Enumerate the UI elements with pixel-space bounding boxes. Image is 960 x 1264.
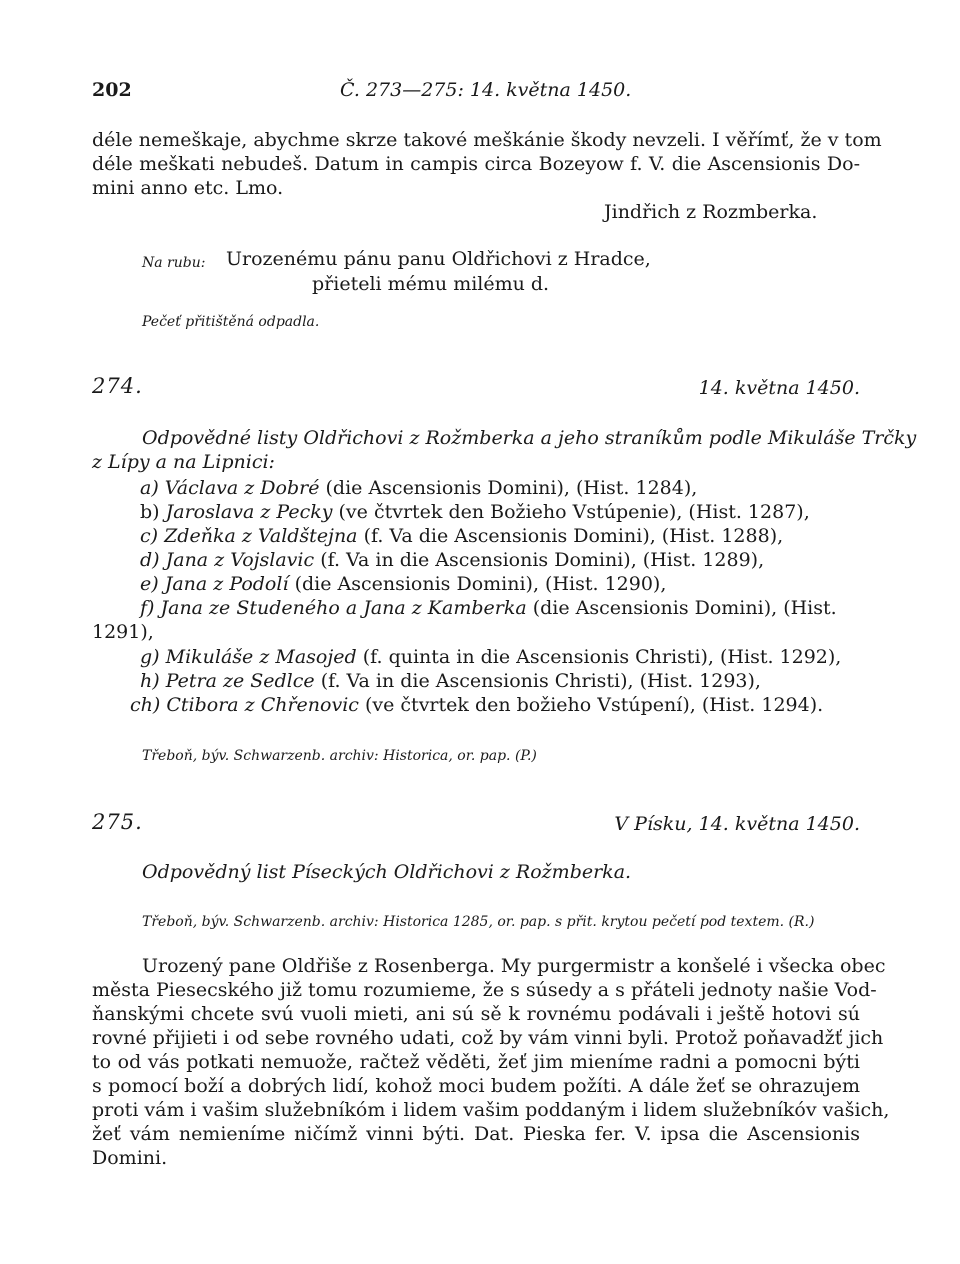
doc273-text-line: déle meškati nebudeš. Datum in campis circa Bozeyow f. V. die Ascensionis Do- bbox=[92, 153, 860, 175]
doc274-number: 274. bbox=[92, 374, 143, 398]
doc275-place-date: V Písku, 14. května 1450. bbox=[614, 813, 860, 835]
body-line: to od vás potkati nemuože, račtež věděti, žeť jim mieníme radni a pomocni býti bbox=[92, 1051, 860, 1073]
doc274-source: Třeboň, býv. Schwarzenb. archiv: Historica, or. pap. (P.) bbox=[142, 748, 537, 764]
body-line: rovné přijieti i od sebe rovného udati, což by vám vinni byli. Protož poňavadžť jich bbox=[92, 1027, 884, 1049]
list-item: b) Jaroslava z Pecky (ve čtvrtek den Božieho Vstúpenie), (Hist. 1287), bbox=[140, 501, 810, 523]
doc274-date: 14. května 1450. bbox=[698, 377, 860, 399]
list-item: a) Václava z Dobré (die Ascensionis Domini), (Hist. 1284), bbox=[140, 477, 698, 499]
doc274-summary: z Lípy a na Lipnici: bbox=[92, 451, 275, 473]
list-item-continuation: 1291), bbox=[92, 621, 154, 643]
page-number: 202 bbox=[92, 79, 132, 101]
doc275-number: 275. bbox=[92, 810, 143, 834]
doc273-text-line: déle nemeškaje, abychme skrze takové meškánie škody nevzeli. I věřímť, že v tom bbox=[92, 129, 882, 151]
body-line: města Piesecského již tomu rozumieme, že s súsedy a s přáteli jednoty našie Vod- bbox=[92, 979, 877, 1001]
doc275-summary: Odpovědný list Píseckých Oldřichovi z Rožmberka. bbox=[142, 861, 632, 883]
doc273-seal-note: Pečeť přitištěná odpadla. bbox=[142, 314, 320, 330]
doc273-text-line: mini anno etc. Lmo. bbox=[92, 177, 284, 199]
list-item: c) Zdeňka z Valdštejna (f. Va die Ascensionis Domini), (Hist. 1288), bbox=[140, 525, 784, 547]
doc275-source: Třeboň, býv. Schwarzenb. archiv: Historica 1285, or. pap. s přit. krytou pečetí pod textem. (R.) bbox=[142, 914, 815, 930]
doc273-address-line: Urozenému pánu panu Oldřichovi z Hradce, bbox=[226, 248, 651, 270]
list-item: g) Mikuláše z Masojed (f. quinta in die Ascensionis Christi), (Hist. 1292), bbox=[140, 646, 842, 668]
list-item: h) Petra ze Sedlce (f. Va in die Ascensionis Christi), (Hist. 1293), bbox=[140, 670, 761, 692]
body-line: Urozený pane Oldřiše z Rosenberga. My purgermistr a konšelé i všecka obec bbox=[142, 955, 886, 977]
body-line: ňanskými chcete svú vuoli mieti, ani sú sě k rovnému podávali i ještě hotovi sú bbox=[92, 1003, 860, 1025]
doc273-address-label: Na rubu: bbox=[142, 255, 206, 271]
body-line: žeť vám nemieníme ničímž vinni býti. Dat. Pieska fer. V. ipsa die Ascensionis bbox=[92, 1123, 860, 1145]
list-item: d) Jana z Vojslavic (f. Va in die Ascensionis Domini), (Hist. 1289), bbox=[140, 549, 765, 571]
list-item: f) Jana ze Studeného a Jana z Kamberka (die Ascensionis Domini), (Hist. bbox=[140, 597, 837, 619]
doc273-signature: Jindřich z Rozmberka. bbox=[604, 201, 818, 223]
running-title: Č. 273—275: 14. května 1450. bbox=[340, 79, 632, 101]
body-line: proti vám i vašim služebníkóm i lidem vašim poddaným i lidem služebníkóv vašich, bbox=[92, 1099, 890, 1121]
list-item: ch) Ctibora z Chřenovic (ve čtvrtek den božieho Vstúpení), (Hist. 1294). bbox=[130, 694, 824, 716]
body-line: s pomocí boží a dobrých lidí, kohož moci budem požíti. A dále žeť se ohrazujem bbox=[92, 1075, 860, 1097]
doc274-summary: Odpovědné listy Oldřichovi z Rožmberka a jeho straníkům podle Mikuláše Trčky bbox=[142, 427, 917, 449]
list-item: e) Jana z Podolí (die Ascensionis Domini), (Hist. 1290), bbox=[140, 573, 667, 595]
doc273-address-line: přieteli mému milému d. bbox=[312, 273, 550, 295]
body-line: Domini. bbox=[92, 1147, 168, 1169]
